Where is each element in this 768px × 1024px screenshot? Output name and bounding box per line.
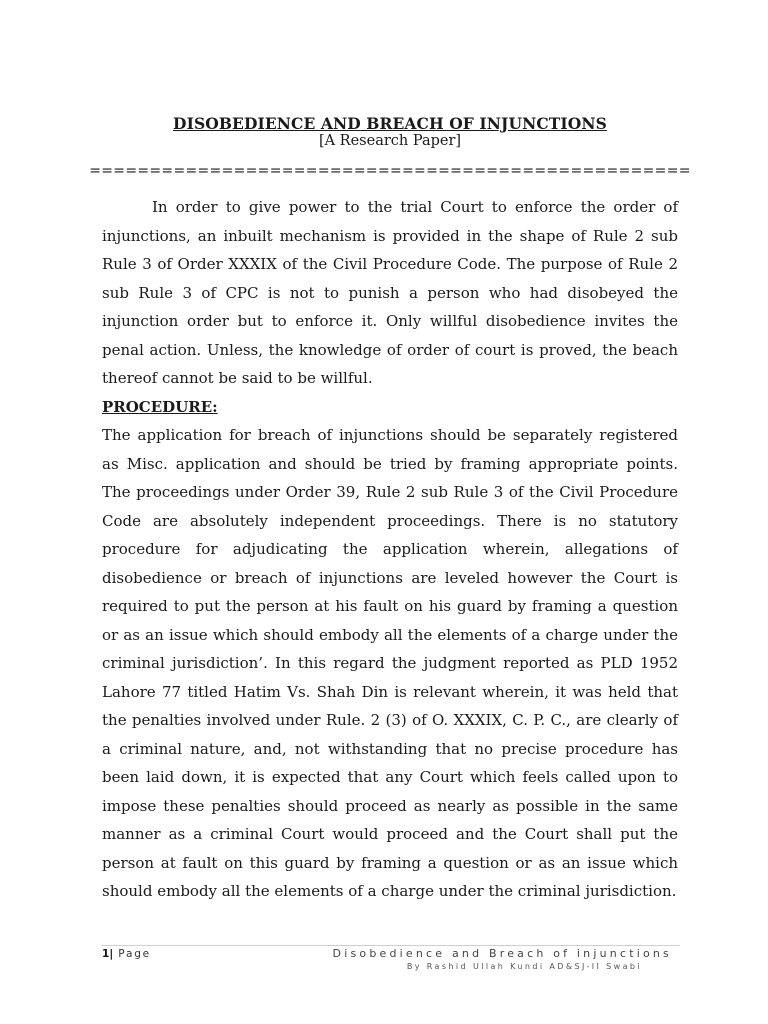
- intro-paragraph: In order to give power to the trial Court to enforce the order of injunctions, an inbuilt mechanism is provided in the shape of Rule 2 sub Rule 3 of Order XXXIX of the Civil Procedure Code. The purpose of Rule 2 sub Rule 3 of CPC is not to punish a person who had disobeyed the injunction order but to enforce it. Only willful disobedience invites the penal action. Unless, the knowledge of order of court is proved, the beach thereof cannot be said to be willful.: [102, 198, 678, 387]
- page-label: Page: [118, 948, 151, 960]
- footer-divider: [102, 945, 680, 946]
- document-body: [102, 193, 678, 906]
- separator-line: ==================================================: [89, 163, 691, 179]
- footer-page-number: [102, 948, 151, 960]
- procedure-paragraph: The application for breach of injunctions should be separately registered as Misc. application and should be tried by framing appropriate points. The proceedings under Order 39, Rule 2 sub Rule 3 of the Civil Procedure Code are absolutely independent proceedings. There is no statutory procedure for adjudicating the application wherein, allegations of disobedience or breach of injunctions are leveled however the Court is required to put the person at his fault on his guard by framing a question or as an issue which should embody all the elements of a charge under the criminal jurisdiction’. In this regard the judgment reported as PLD 1952 Lahore 77 titled Hatim Vs. Shah Din is relevant wherein, it was held that the penalties involved under Rule. 2 (3) of O. XXXIX, C. P. C., are clearly of a criminal nature, and, not withstanding that no precise procedure has been laid down, it is expected that any Court which feels called upon to impose these penalties should proceed as nearly as possible in the same manner as a criminal Court would proceed and the Court shall put the person at fault on this guard by framing a question or as an issue which should embody all the elements of a charge under the criminal jurisdiction.: [102, 426, 678, 900]
- document-subtitle: [A Research Paper]: [318, 133, 462, 149]
- page-number: 1: [102, 948, 110, 960]
- procedure-heading: PROCEDURE:: [102, 397, 218, 416]
- footer-running-title: Disobedience and Breach of injunctions: [332, 947, 672, 960]
- document-title: DISOBEDIENCE AND BREACH OF INJUNCTIONS: [173, 114, 607, 133]
- page-separator: |: [109, 948, 114, 960]
- footer-author: By Rashid Ullah Kundi AD&SJ-II Swabi: [406, 962, 642, 971]
